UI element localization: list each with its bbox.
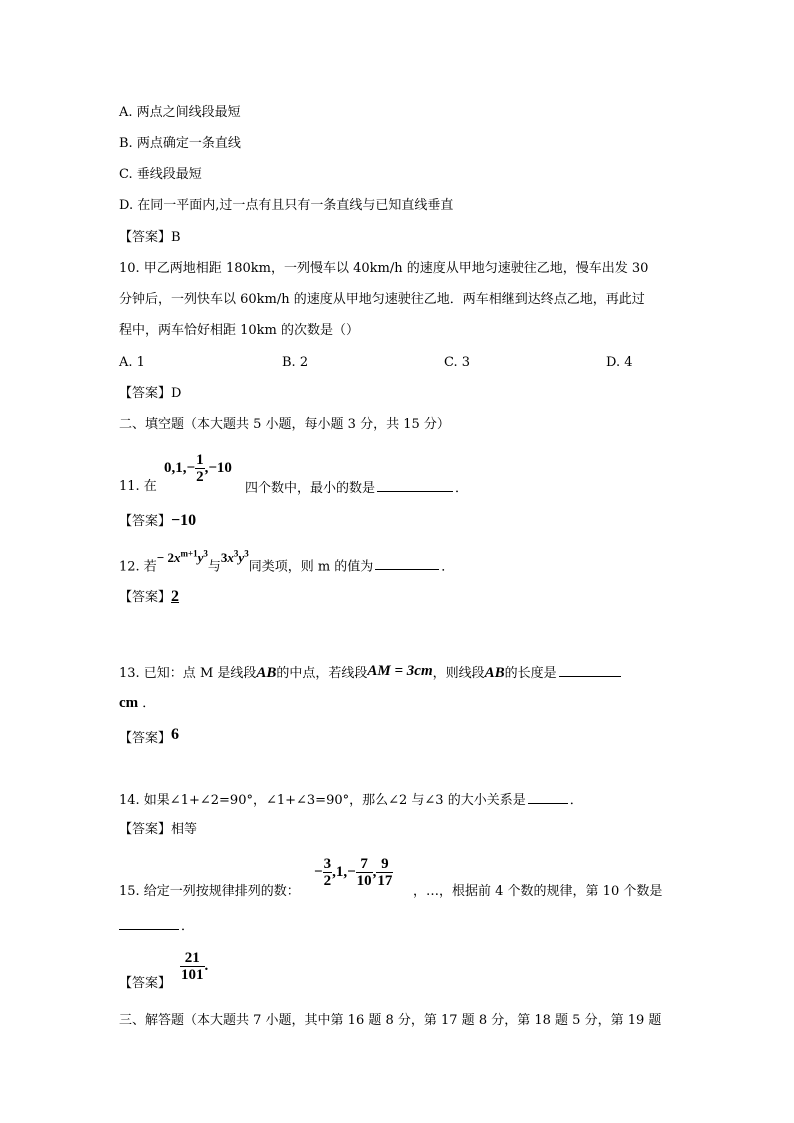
q13-prefix: 13. 已知：点 M 是线段	[119, 666, 257, 681]
seq-fraction-2	[356, 856, 373, 889]
q10-option-a: A. 1	[119, 355, 145, 370]
q14-text: 14. 如果∠1+∠2=90°，∠1+∠3=90°，那么∠2 与∠3 的大小关系是	[119, 793, 526, 808]
q14-line	[119, 790, 583, 810]
term2-coef: 3	[220, 550, 228, 566]
q13-mid-1: 的中点，若线段	[276, 666, 368, 681]
q12-prefix: 12. 若	[119, 559, 157, 575]
term2-x: x	[227, 550, 234, 566]
q13-unit-line	[119, 694, 155, 713]
q11-prefix: 11. 在	[119, 479, 157, 494]
q12-suffix: 同类项，则 m 的值为	[248, 559, 374, 575]
answer-value: −10	[171, 512, 197, 529]
q11-fraction	[195, 452, 205, 485]
frac-denominator: 2	[323, 873, 332, 889]
q15-blank-line	[119, 916, 194, 936]
q9-option-c: C. 垂线段最短	[119, 167, 202, 182]
q15-answer	[119, 975, 171, 993]
answer-tag: 【答案】	[119, 386, 172, 401]
q10-option-d: D. 4	[606, 355, 633, 370]
seq-mid-2: ,	[372, 864, 377, 880]
q15-sequence	[314, 856, 393, 889]
q11-suffix-text: 四个数中，最小的数是	[245, 481, 376, 496]
q12-term-2	[221, 550, 249, 565]
answer-value: 2	[171, 588, 180, 605]
q11-answer	[119, 512, 196, 531]
term1-y: y	[197, 550, 204, 566]
q13-am-expression: AM = 3cm	[367, 663, 433, 679]
q12-answer	[119, 588, 179, 607]
q10-option-b: B. 2	[282, 355, 309, 370]
q10-line-2: 分钟后，一列快车以 60km/h 的速度从甲地匀速驶往乙地．两车相继到达终点乙地，再此过	[119, 292, 645, 307]
frac-denominator: 101	[181, 967, 204, 983]
answer-fraction	[180, 950, 205, 983]
answer-value: 6	[171, 726, 180, 743]
seq-sign: −	[314, 864, 323, 880]
frac-denominator: 10	[356, 873, 372, 889]
q10-answer	[119, 385, 181, 403]
term1-x-exponent: m+1	[180, 549, 198, 559]
q13-answer	[119, 726, 180, 748]
q12-mid: 与	[207, 559, 221, 575]
answer-value: B	[171, 230, 181, 245]
q15-answer-fraction	[180, 950, 208, 983]
q12-line	[119, 549, 455, 576]
answer-tag: 【答案】	[119, 976, 172, 991]
q10-option-c: C. 3	[444, 355, 471, 370]
q11-answer-blank[interactable]	[377, 478, 453, 492]
term1-y-exponent: 3	[203, 549, 208, 559]
frac-denominator: 2	[196, 469, 204, 485]
q10-line-1: 10. 甲乙两地相距 180km，一列慢车以 40km/h 的速度从甲地匀速驶往乙地，慢车出发 30	[119, 261, 649, 276]
q15-end: ．	[181, 919, 195, 934]
q11-number-list	[164, 452, 232, 485]
section-3-heading: 三、解答题（本大题共 7 小题，其中第 16 题 8 分，第 17 题 8 分，第 18 题 5 分，第 19 题	[119, 1013, 662, 1028]
answer-end: .	[204, 958, 209, 974]
q13-end: ．	[142, 696, 156, 711]
answer-tag: 【答案】	[119, 822, 172, 837]
term1-x: x	[173, 550, 181, 566]
q12-term-1	[157, 550, 208, 565]
q13-answer-blank[interactable]	[559, 663, 621, 677]
seq-mid-1: ,1,−	[332, 864, 356, 880]
q13-line	[119, 663, 623, 683]
q9-answer	[119, 229, 181, 247]
q11-nums-b: ,−10	[204, 460, 232, 476]
answer-value: D	[171, 386, 182, 401]
frac-numerator: 3	[323, 856, 332, 872]
q14-end: ．	[569, 793, 583, 808]
q13-segment-ab-2: AB	[484, 665, 505, 681]
answer-tag: 【答案】	[119, 230, 172, 245]
q11-suffix	[245, 478, 468, 498]
frac-numerator: 7	[356, 856, 373, 873]
q15-prefix: 15. 给定一列按规律排列的数：	[119, 884, 300, 899]
term1-sign: −	[156, 550, 165, 566]
term2-y: y	[238, 550, 245, 566]
q13-mid-2: ，则线段	[432, 666, 485, 681]
q9-option-d: D. 在同一平面内,过一点有且只有一条直线与已知直线垂直	[119, 198, 454, 213]
q13-mid-3: 的长度是	[504, 666, 557, 681]
q9-option-b: B. 两点确定一条直线	[119, 136, 241, 151]
section-2-heading: 二、填空题（本大题共 5 小题，每小题 3 分，共 15 分）	[119, 417, 450, 432]
answer-tag: 【答案】	[119, 514, 172, 529]
q9-option-a: A. 两点之间线段最短	[119, 105, 241, 120]
q15-answer-blank[interactable]	[119, 916, 179, 930]
frac-numerator: 1	[196, 452, 204, 468]
frac-denominator: 17	[377, 873, 393, 889]
seq-fraction-1	[323, 856, 333, 889]
q11-end: ．	[455, 481, 469, 496]
answer-tag: 【答案】	[119, 731, 172, 746]
seq-fraction-3	[376, 856, 393, 889]
term2-x-exponent: 3	[233, 549, 239, 559]
q14-answer	[119, 821, 197, 839]
q14-answer-blank[interactable]	[528, 790, 568, 804]
q13-unit: cm	[119, 695, 139, 711]
frac-numerator: 21	[180, 950, 205, 967]
term1-coef: 2	[167, 550, 174, 566]
q13-segment-ab: AB	[256, 665, 277, 681]
q11-nums-a: 0,1,−	[164, 460, 196, 476]
term2-y-exponent: 3	[244, 549, 249, 559]
q12-end: ．	[441, 559, 455, 575]
q15-suffix: ，…，根据前 4 个数的规律，第 10 个数是	[413, 884, 663, 899]
answer-value: 相等	[171, 822, 198, 837]
frac-numerator: 9	[376, 856, 393, 873]
q12-answer-blank[interactable]	[375, 556, 439, 570]
answer-tag: 【答案】	[119, 590, 172, 605]
q10-line-3: 程中，两车恰好相距 10km 的次数是（）	[119, 323, 360, 338]
